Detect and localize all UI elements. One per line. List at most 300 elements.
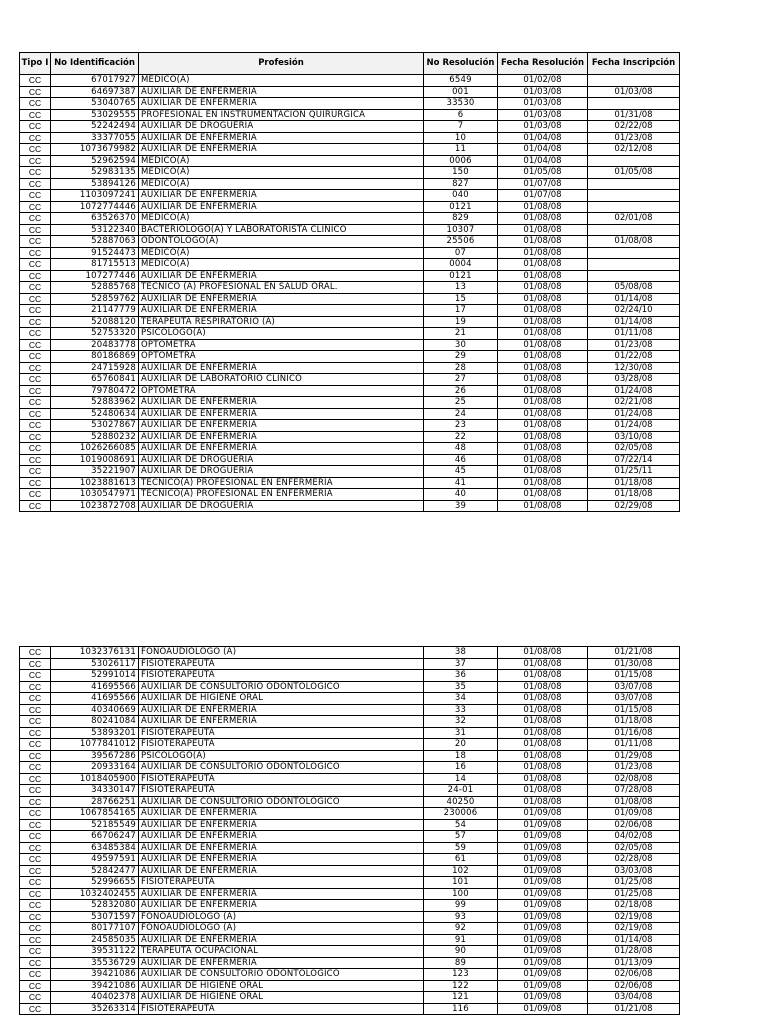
table-row	[20, 374, 680, 386]
cell-identificacion: 52859762	[51, 293, 139, 305]
cell-fecha-resolucion: 01/08/08	[498, 466, 588, 478]
cell-profesion: AUXILIAR DE ENFERMERIA	[139, 716, 424, 728]
cell-fecha-resolucion: 01/08/08	[498, 270, 588, 282]
table-row	[20, 854, 680, 866]
table-row	[20, 1003, 680, 1015]
cell-profesion: AUXILIAR DE ENFERMERIA	[139, 900, 424, 912]
table-row	[20, 224, 680, 236]
cell-identificacion: 66706247	[51, 831, 139, 843]
cell-profesion: TECNICO (A) PROFESIONAL EN SALUD ORAL.	[139, 282, 424, 294]
cell-identificacion: 1072774446	[51, 201, 139, 213]
cell-fecha-resolucion: 01/08/08	[498, 681, 588, 693]
table-row	[20, 704, 680, 716]
cell-fecha-resolucion: 01/09/08	[498, 819, 588, 831]
cell-fecha-inscripcion: 01/21/08	[588, 647, 680, 659]
table-body-bottom	[20, 647, 680, 1015]
cell-tipo: CC	[20, 865, 51, 877]
registry-table-bottom	[19, 646, 680, 1015]
cell-fecha-inscripcion	[588, 259, 680, 271]
cell-fecha-resolucion: 01/08/08	[498, 316, 588, 328]
cell-fecha-resolucion: 01/08/08	[498, 431, 588, 443]
table-row	[20, 213, 680, 225]
cell-tipo: CC	[20, 190, 51, 202]
cell-profesion: AUXILIAR DE ENFERMERIA	[139, 957, 424, 969]
table-row	[20, 167, 680, 179]
cell-tipo: CC	[20, 86, 51, 98]
cell-resolucion: 40	[424, 489, 498, 501]
cell-resolucion: 6549	[424, 75, 498, 87]
cell-profesion: PSICOLOGO(A)	[139, 328, 424, 340]
cell-resolucion: 59	[424, 842, 498, 854]
cell-tipo: CC	[20, 75, 51, 87]
cell-fecha-resolucion: 01/09/08	[498, 877, 588, 889]
cell-resolucion: 102	[424, 865, 498, 877]
cell-tipo: CC	[20, 259, 51, 271]
cell-fecha-resolucion: 01/08/08	[498, 716, 588, 728]
cell-profesion: AUXILIAR DE ENFERMERIA	[139, 854, 424, 866]
cell-resolucion: 7	[424, 121, 498, 133]
header-resolucion: No Resolución	[424, 53, 498, 75]
cell-profesion: AUXILIAR DE ENFERMERIA	[139, 408, 424, 420]
cell-fecha-inscripcion: 04/02/08	[588, 831, 680, 843]
cell-resolucion: 24	[424, 408, 498, 420]
table-row	[20, 293, 680, 305]
cell-profesion: OPTOMETRA	[139, 339, 424, 351]
cell-profesion: AUXILIAR DE CONSULTORIO ODONTOLOGICO	[139, 681, 424, 693]
cell-fecha-resolucion: 01/08/08	[498, 305, 588, 317]
cell-identificacion: 1023881613	[51, 477, 139, 489]
cell-resolucion: 0121	[424, 201, 498, 213]
cell-fecha-inscripcion: 01/21/08	[588, 1003, 680, 1015]
cell-resolucion: 21	[424, 328, 498, 340]
cell-fecha-inscripcion: 01/24/08	[588, 408, 680, 420]
cell-tipo: CC	[20, 121, 51, 133]
cell-identificacion: 1067854165	[51, 808, 139, 820]
cell-profesion: AUXILIAR DE ENFERMERIA	[139, 842, 424, 854]
cell-tipo: CC	[20, 420, 51, 432]
cell-identificacion: 33377055	[51, 132, 139, 144]
cell-tipo: CC	[20, 727, 51, 739]
cell-resolucion: 28	[424, 362, 498, 374]
cell-profesion: AUXILIAR DE ENFERMERIA	[139, 865, 424, 877]
cell-fecha-inscripcion: 01/25/11	[588, 466, 680, 478]
cell-identificacion: 52842477	[51, 865, 139, 877]
cell-fecha-resolucion: 01/09/08	[498, 888, 588, 900]
cell-fecha-inscripcion: 12/30/08	[588, 362, 680, 374]
cell-resolucion: 0006	[424, 155, 498, 167]
table-row	[20, 831, 680, 843]
cell-resolucion: 10	[424, 132, 498, 144]
cell-fecha-inscripcion: 02/08/08	[588, 773, 680, 785]
table-row	[20, 658, 680, 670]
cell-identificacion: 1019008691	[51, 454, 139, 466]
cell-identificacion: 41695566	[51, 693, 139, 705]
cell-fecha-inscripcion: 01/11/08	[588, 328, 680, 340]
cell-tipo: CC	[20, 167, 51, 179]
header-tipo: Tipo I	[20, 53, 51, 75]
cell-fecha-inscripcion: 01/22/08	[588, 351, 680, 363]
cell-profesion: AUXILIAR DE ENFERMERIA	[139, 86, 424, 98]
cell-identificacion: 52753320	[51, 328, 139, 340]
cell-identificacion: 53026117	[51, 658, 139, 670]
table-row	[20, 420, 680, 432]
cell-identificacion: 52983135	[51, 167, 139, 179]
cell-resolucion: 14	[424, 773, 498, 785]
cell-fecha-resolucion: 01/03/08	[498, 109, 588, 121]
cell-identificacion: 53122340	[51, 224, 139, 236]
cell-fecha-resolucion: 01/09/08	[498, 900, 588, 912]
table-row	[20, 98, 680, 110]
cell-fecha-inscripcion: 02/29/08	[588, 500, 680, 512]
cell-fecha-resolucion: 01/08/08	[498, 670, 588, 682]
cell-profesion: TERAPEUTA OCUPACIONAL	[139, 946, 424, 958]
cell-fecha-resolucion: 01/07/08	[498, 190, 588, 202]
cell-profesion: TECNICO(A) PROFESIONAL EN ENFERMERIA	[139, 477, 424, 489]
cell-fecha-inscripcion: 01/15/08	[588, 670, 680, 682]
cell-identificacion: 52185549	[51, 819, 139, 831]
cell-fecha-resolucion: 01/08/08	[498, 773, 588, 785]
table-row	[20, 877, 680, 889]
cell-fecha-resolucion: 01/08/08	[498, 224, 588, 236]
cell-tipo: CC	[20, 328, 51, 340]
cell-identificacion: 107277446	[51, 270, 139, 282]
cell-fecha-resolucion: 01/08/08	[498, 247, 588, 259]
cell-resolucion: 07	[424, 247, 498, 259]
cell-profesion: MEDICO(A)	[139, 75, 424, 87]
cell-identificacion: 1103097241	[51, 190, 139, 202]
table-row	[20, 957, 680, 969]
cell-resolucion: 32	[424, 716, 498, 728]
cell-identificacion: 52832080	[51, 900, 139, 912]
cell-fecha-inscripcion: 02/06/08	[588, 819, 680, 831]
cell-profesion: AUXILIAR DE ENFERMERIA	[139, 132, 424, 144]
table-body-top	[20, 75, 680, 512]
cell-profesion: MEDICO(A)	[139, 259, 424, 271]
table-row	[20, 190, 680, 202]
cell-identificacion: 1032376131	[51, 647, 139, 659]
cell-profesion: AUXILIAR DE ENFERMERIA	[139, 808, 424, 820]
table-row	[20, 178, 680, 190]
table-row	[20, 681, 680, 693]
cell-profesion: TECNICO(A) PROFESIONAL EN ENFERMERIA	[139, 489, 424, 501]
cell-resolucion: 40250	[424, 796, 498, 808]
cell-tipo: CC	[20, 282, 51, 294]
cell-tipo: CC	[20, 98, 51, 110]
table-row	[20, 992, 680, 1004]
cell-resolucion: 001	[424, 86, 498, 98]
cell-resolucion: 6	[424, 109, 498, 121]
cell-fecha-inscripcion	[588, 270, 680, 282]
cell-fecha-inscripcion: 01/25/08	[588, 877, 680, 889]
cell-fecha-inscripcion: 01/18/08	[588, 716, 680, 728]
table-row	[20, 328, 680, 340]
cell-fecha-inscripcion	[588, 201, 680, 213]
cell-fecha-inscripcion: 03/03/08	[588, 865, 680, 877]
cell-fecha-resolucion: 01/09/08	[498, 865, 588, 877]
cell-resolucion: 48	[424, 443, 498, 455]
cell-identificacion: 35536729	[51, 957, 139, 969]
cell-profesion: MEDICO(A)	[139, 167, 424, 179]
cell-tipo: CC	[20, 992, 51, 1004]
cell-profesion: AUXILIAR DE ENFERMERIA	[139, 431, 424, 443]
cell-fecha-inscripcion	[588, 155, 680, 167]
cell-profesion: PROFESIONAL EN INSTRUMENTACION QUIRURGICA	[139, 109, 424, 121]
cell-fecha-resolucion: 01/08/08	[498, 236, 588, 248]
cell-profesion: FONOAUDIOLOGO (A)	[139, 923, 424, 935]
cell-fecha-inscripcion: 01/29/08	[588, 750, 680, 762]
cell-resolucion: 35	[424, 681, 498, 693]
cell-tipo: CC	[20, 796, 51, 808]
cell-tipo: CC	[20, 270, 51, 282]
cell-profesion: AUXILIAR DE ENFERMERIA	[139, 888, 424, 900]
cell-profesion: FISIOTERAPEUTA	[139, 773, 424, 785]
cell-identificacion: 52880232	[51, 431, 139, 443]
cell-fecha-inscripcion: 03/10/08	[588, 431, 680, 443]
table-row	[20, 739, 680, 751]
cell-profesion: AUXILIAR DE ENFERMERIA	[139, 293, 424, 305]
cell-resolucion: 90	[424, 946, 498, 958]
cell-profesion: AUXILIAR DE ENFERMERIA	[139, 397, 424, 409]
cell-resolucion: 27	[424, 374, 498, 386]
cell-fecha-inscripcion: 01/05/08	[588, 167, 680, 179]
table-row	[20, 443, 680, 455]
cell-tipo: CC	[20, 923, 51, 935]
cell-identificacion: 1073679982	[51, 144, 139, 156]
cell-fecha-resolucion: 01/08/08	[498, 397, 588, 409]
cell-resolucion: 101	[424, 877, 498, 889]
cell-fecha-inscripcion: 01/23/08	[588, 762, 680, 774]
cell-fecha-resolucion: 01/04/08	[498, 132, 588, 144]
cell-tipo: CC	[20, 888, 51, 900]
cell-fecha-resolucion: 01/08/08	[498, 500, 588, 512]
cell-fecha-resolucion: 01/08/08	[498, 420, 588, 432]
table-row	[20, 259, 680, 271]
cell-resolucion: 25	[424, 397, 498, 409]
cell-fecha-inscripcion: 01/13/09	[588, 957, 680, 969]
table-row	[20, 934, 680, 946]
table-row	[20, 477, 680, 489]
cell-resolucion: 33530	[424, 98, 498, 110]
cell-tipo: CC	[20, 808, 51, 820]
cell-identificacion: 52885768	[51, 282, 139, 294]
cell-fecha-inscripcion: 02/22/08	[588, 121, 680, 133]
cell-tipo: CC	[20, 704, 51, 716]
cell-profesion: AUXILIAR DE ENFERMERIA	[139, 934, 424, 946]
cell-fecha-resolucion: 01/05/08	[498, 167, 588, 179]
cell-tipo: CC	[20, 773, 51, 785]
cell-resolucion: 29	[424, 351, 498, 363]
cell-identificacion: 40340669	[51, 704, 139, 716]
cell-identificacion: 53027867	[51, 420, 139, 432]
cell-tipo: CC	[20, 693, 51, 705]
cell-identificacion: 65760841	[51, 374, 139, 386]
cell-tipo: CC	[20, 305, 51, 317]
cell-fecha-inscripcion: 01/28/08	[588, 946, 680, 958]
cell-resolucion: 13	[424, 282, 498, 294]
cell-fecha-resolucion: 01/08/08	[498, 374, 588, 386]
cell-fecha-inscripcion: 02/12/08	[588, 144, 680, 156]
cell-fecha-resolucion: 01/09/08	[498, 911, 588, 923]
cell-tipo: CC	[20, 339, 51, 351]
cell-profesion: OPTOMETRA	[139, 385, 424, 397]
table-row	[20, 865, 680, 877]
cell-tipo: CC	[20, 201, 51, 213]
cell-resolucion: 10307	[424, 224, 498, 236]
cell-tipo: CC	[20, 385, 51, 397]
cell-tipo: CC	[20, 980, 51, 992]
cell-fecha-inscripcion: 02/19/08	[588, 923, 680, 935]
cell-profesion: AUXILIAR DE ENFERMERIA	[139, 201, 424, 213]
cell-profesion: FISIOTERAPEUTA	[139, 785, 424, 797]
cell-fecha-inscripcion: 02/28/08	[588, 854, 680, 866]
table-row	[20, 946, 680, 958]
table-row	[20, 911, 680, 923]
table-row	[20, 247, 680, 259]
cell-tipo: CC	[20, 408, 51, 420]
cell-profesion: AUXILIAR DE ENFERMERIA	[139, 443, 424, 455]
cell-resolucion: 040	[424, 190, 498, 202]
cell-identificacion: 39567286	[51, 750, 139, 762]
cell-resolucion: 93	[424, 911, 498, 923]
cell-fecha-resolucion: 01/08/08	[498, 750, 588, 762]
cell-fecha-resolucion: 01/09/08	[498, 969, 588, 981]
cell-resolucion: 19	[424, 316, 498, 328]
cell-fecha-inscripcion: 07/22/14	[588, 454, 680, 466]
cell-profesion: AUXILIAR DE LABORATORIO CLINICO	[139, 374, 424, 386]
cell-resolucion: 15	[424, 293, 498, 305]
cell-fecha-resolucion: 01/04/08	[498, 144, 588, 156]
cell-fecha-inscripcion: 02/18/08	[588, 900, 680, 912]
cell-tipo: CC	[20, 213, 51, 225]
cell-identificacion: 1077841012	[51, 739, 139, 751]
cell-fecha-inscripcion	[588, 98, 680, 110]
table-row	[20, 750, 680, 762]
cell-profesion: FONOAUDIOLOGO (A)	[139, 911, 424, 923]
cell-resolucion: 121	[424, 992, 498, 1004]
cell-fecha-inscripcion: 02/06/08	[588, 980, 680, 992]
table-row	[20, 900, 680, 912]
cell-tipo: CC	[20, 500, 51, 512]
cell-fecha-resolucion: 01/09/08	[498, 957, 588, 969]
cell-identificacion: 52883962	[51, 397, 139, 409]
cell-profesion: FISIOTERAPEUTA	[139, 1003, 424, 1015]
cell-resolucion: 122	[424, 980, 498, 992]
table-row	[20, 351, 680, 363]
cell-tipo: CC	[20, 750, 51, 762]
cell-fecha-resolucion: 01/08/08	[498, 282, 588, 294]
cell-resolucion: 22	[424, 431, 498, 443]
cell-profesion: AUXILIAR DE DROGUERIA	[139, 500, 424, 512]
cell-profesion: MEDICO(A)	[139, 213, 424, 225]
cell-fecha-resolucion: 01/07/08	[498, 178, 588, 190]
table-header-row	[20, 53, 680, 75]
table-row	[20, 305, 680, 317]
cell-resolucion: 38	[424, 647, 498, 659]
cell-profesion: AUXILIAR DE DROGUERIA	[139, 454, 424, 466]
cell-profesion: AUXILIAR DE ENFERMERIA	[139, 819, 424, 831]
cell-tipo: CC	[20, 224, 51, 236]
table-row	[20, 693, 680, 705]
cell-identificacion: 1023872708	[51, 500, 139, 512]
cell-resolucion: 30	[424, 339, 498, 351]
cell-identificacion: 35263314	[51, 1003, 139, 1015]
cell-fecha-inscripcion: 02/05/08	[588, 443, 680, 455]
cell-tipo: CC	[20, 762, 51, 774]
cell-profesion: AUXILIAR DE ENFERMERIA	[139, 420, 424, 432]
cell-fecha-resolucion: 01/08/08	[498, 785, 588, 797]
cell-identificacion: 40402378	[51, 992, 139, 1004]
cell-fecha-resolucion: 01/08/08	[498, 328, 588, 340]
cell-fecha-inscripcion: 01/16/08	[588, 727, 680, 739]
cell-fecha-resolucion: 01/08/08	[498, 762, 588, 774]
cell-profesion: TERAPEUTA RESPIRATORIO (A)	[139, 316, 424, 328]
cell-resolucion: 25506	[424, 236, 498, 248]
cell-fecha-inscripcion: 01/23/08	[588, 339, 680, 351]
cell-resolucion: 100	[424, 888, 498, 900]
cell-profesion: AUXILIAR DE ENFERMERIA	[139, 305, 424, 317]
table-row	[20, 86, 680, 98]
table-row	[20, 466, 680, 478]
cell-identificacion: 39421086	[51, 969, 139, 981]
cell-fecha-resolucion: 01/08/08	[498, 259, 588, 271]
cell-tipo: CC	[20, 1003, 51, 1015]
cell-profesion: AUXILIAR DE ENFERMERIA	[139, 270, 424, 282]
cell-fecha-inscripcion: 01/18/08	[588, 477, 680, 489]
cell-fecha-resolucion: 01/08/08	[498, 454, 588, 466]
cell-profesion: AUXILIAR DE CONSULTORIO ODONTOLOGICO	[139, 762, 424, 774]
cell-tipo: CC	[20, 877, 51, 889]
cell-identificacion: 52088120	[51, 316, 139, 328]
cell-identificacion: 52887063	[51, 236, 139, 248]
cell-profesion: ODONTOLOGO(A)	[139, 236, 424, 248]
cell-profesion: FISIOTERAPEUTA	[139, 670, 424, 682]
cell-profesion: MEDICO(A)	[139, 247, 424, 259]
cell-fecha-resolucion: 01/08/08	[498, 739, 588, 751]
cell-resolucion: 92	[424, 923, 498, 935]
table-row	[20, 362, 680, 374]
cell-tipo: CC	[20, 466, 51, 478]
cell-fecha-resolucion: 01/08/08	[498, 408, 588, 420]
cell-fecha-resolucion: 01/09/08	[498, 854, 588, 866]
cell-identificacion: 91524473	[51, 247, 139, 259]
cell-tipo: CC	[20, 316, 51, 328]
table-row	[20, 236, 680, 248]
table-row	[20, 647, 680, 659]
cell-identificacion: 35221907	[51, 466, 139, 478]
cell-profesion: FISIOTERAPEUTA	[139, 658, 424, 670]
cell-identificacion: 52962594	[51, 155, 139, 167]
cell-identificacion: 63526370	[51, 213, 139, 225]
cell-identificacion: 80186869	[51, 351, 139, 363]
cell-profesion: OPTOMETRA	[139, 351, 424, 363]
table-row	[20, 408, 680, 420]
cell-tipo: CC	[20, 178, 51, 190]
cell-resolucion: 89	[424, 957, 498, 969]
table-row	[20, 969, 680, 981]
cell-resolucion: 99	[424, 900, 498, 912]
cell-tipo: CC	[20, 431, 51, 443]
cell-fecha-inscripcion: 01/25/08	[588, 888, 680, 900]
table-row	[20, 121, 680, 133]
cell-tipo: CC	[20, 957, 51, 969]
cell-fecha-inscripcion: 02/01/08	[588, 213, 680, 225]
cell-tipo: CC	[20, 362, 51, 374]
cell-tipo: CC	[20, 681, 51, 693]
cell-fecha-resolucion: 01/08/08	[498, 362, 588, 374]
cell-fecha-inscripcion: 01/09/08	[588, 808, 680, 820]
table-row	[20, 155, 680, 167]
table-row	[20, 282, 680, 294]
